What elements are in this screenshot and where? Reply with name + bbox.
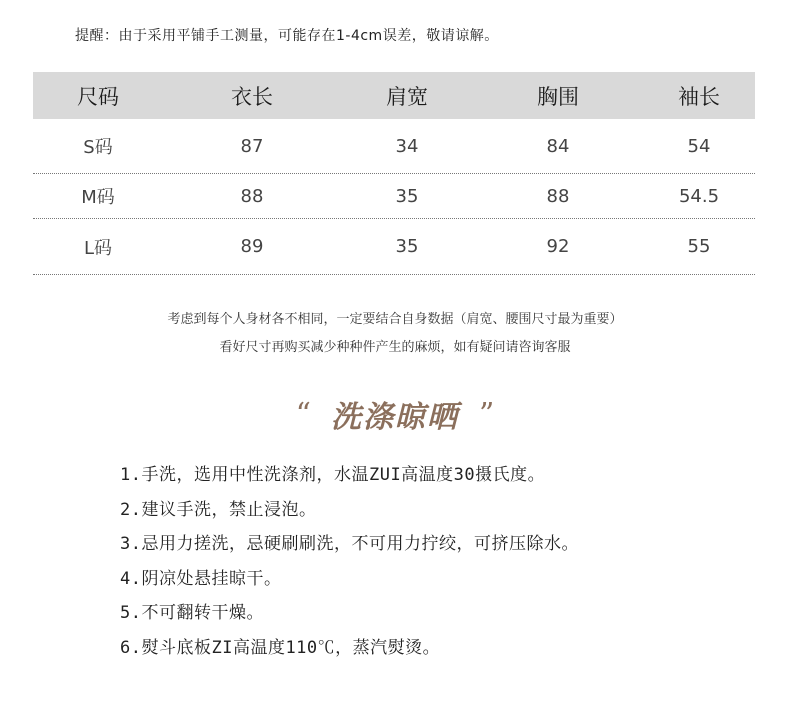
wash-instructions-list	[120, 458, 579, 666]
measurement-notice: 提醒：由于采用平铺手工测量，可能存在1-4cm误差，敬请谅解。	[75, 28, 499, 44]
length-cell: 88	[240, 185, 264, 207]
fit-tip-line-2: 看好尺寸再购买减少种种件产生的麻烦，如有疑问请咨询客服	[219, 340, 571, 355]
list-item: 5.不可翻转干燥。	[120, 603, 264, 624]
size-cell: L码	[83, 237, 113, 259]
list-item: 3.忌用力搓洗，忌硬刷刷洗，不可用力拧绞，可挤压除水。	[120, 534, 579, 555]
header-shoulder: 肩宽	[386, 84, 428, 109]
table-row	[33, 219, 755, 275]
chest-cell: 84	[546, 135, 570, 157]
header-chest: 胸围	[537, 84, 579, 109]
wash-section-title	[0, 392, 790, 436]
shoulder-cell: 34	[395, 135, 419, 157]
chest-cell: 92	[546, 236, 570, 257]
wash-title-text: 洗涤晾晒	[331, 400, 459, 435]
shoulder-cell: 35	[395, 236, 419, 257]
size-table-header	[33, 72, 755, 119]
list-item: 2.建议手洗，禁止浸泡。	[120, 499, 317, 520]
sleeve-cell: 54	[687, 135, 711, 157]
close-quote-mark: ”	[479, 396, 495, 432]
list-item: 1.手洗，选用中性洗涤剂，水温ZUI高温度30摄氏度。	[120, 465, 546, 485]
chest-cell: 88	[546, 185, 570, 207]
open-quote-mark: “	[295, 396, 311, 432]
sleeve-cell: 55	[687, 236, 711, 257]
fit-tip-line-1: 考虑到每个人身材各不相同，一定要结合自身数据（肩宽、腰围尺寸最为重要）	[167, 312, 623, 327]
shoulder-cell: 35	[395, 185, 419, 207]
size-cell: M码	[81, 187, 115, 208]
list-item: 6.熨斗底板ZI高温度110℃，蒸汽熨烫。	[120, 637, 441, 658]
size-cell: S码	[83, 137, 113, 158]
table-row	[33, 174, 755, 219]
size-table	[33, 72, 755, 275]
header-sleeve: 袖长	[678, 84, 720, 109]
list-item: 4.阴凉处悬挂晾干。	[120, 568, 282, 589]
length-cell: 89	[240, 236, 264, 257]
sleeve-cell: 54.5	[678, 185, 720, 207]
header-length: 衣长	[231, 84, 273, 109]
header-size: 尺码	[77, 84, 119, 109]
table-row	[33, 119, 755, 174]
length-cell: 87	[240, 135, 264, 157]
